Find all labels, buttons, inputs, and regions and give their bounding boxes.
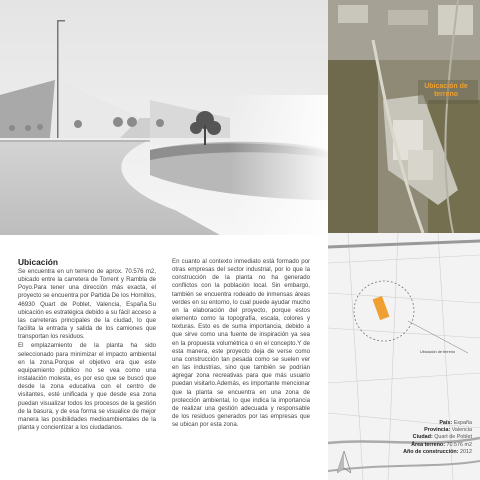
map-location-label: Ubicación de terreno (420, 350, 456, 354)
info-row-country: País: España (439, 420, 472, 426)
text-column-2 (172, 258, 310, 429)
building-photo (0, 0, 328, 235)
building-photo-drawing (0, 0, 328, 235)
text-column-1 (18, 268, 156, 432)
aerial-photo (328, 0, 480, 233)
location-map (328, 233, 480, 480)
paragraph: El emplazamiento de la planta ha sido seleccionado para minimizar el impacto ambiental en la zona.Porque el objetivo era que este equipamiento público no se vea como una instalación molesta, es por eso que se buscó que desde la zona educativa con el centro de visitantes, esté unificada y que desde esa zona puedan visualizar todos los procesos de la gestión de la basura, y de esa forma se visualice de mejor manera las posibilidades medioambientales de la planta y concientizar a los ciudadanos. (18, 342, 156, 431)
north-arrow-icon (337, 451, 351, 473)
info-row-year: Año de construcción: 2012 (403, 448, 472, 455)
aerial-photo-drawing (328, 0, 480, 233)
info-row-city: Ciudad: Quart de Poblet (412, 434, 472, 441)
paragraph: Se encuentra en un terreno de aprox. 70.576 m2, ubicado entre la carretera de Torrent y Rambla de Poyo.Para tener una dirección más exacta, el proyecto se encuentra por Partida De los Hornillos, 46930 Quart de Poblet, Valencia, España.Su ubicación es estratégica debido a su fácil acceso a las carreteras principales de la ciudad, lo que facilita la entrada y salida de los camiones que transportan los residuos. (18, 268, 156, 341)
aerial-location-label: Ubicación de terreno (424, 83, 468, 98)
project-info (403, 420, 472, 456)
info-row-province: Provincia: Valencia (424, 427, 472, 434)
section-heading: Ubicación (18, 257, 59, 267)
paragraph: En cuanto al contexto inmediato está formado por otras empresas del sector industrial, por lo que la construcción de la planta no ha generado conflictos con la población local. Sin embargo, también se encuentra rodeado de inmensas áreas verdes en su entorno, lo cual puede ayudar mucho en la elaboración del proyecto, porque estos elemento como la topografía, escala, colores y texturas. Esto es de suma importancia, debido a que sirve como una fuente de inspiración ya sea en la propuesta volumétrica o en el concepto.Y de esta manera, este proyecto deja de verse como una construcción tan pesada como se suelen ver en las industrias, sino que también se podrían agregar zona recreativas para que más usuario puedan visitarlo.Además, es importante mencionar que la planta se encuentra en una zona de protección ambiental, lo que indica la importancia de realizar una gestión adecuada y responsable de los residuos generados por las empresas que se ubican por esta zona. (172, 258, 310, 429)
info-row-area: Área terreno: 70.576 m2 (411, 441, 472, 448)
